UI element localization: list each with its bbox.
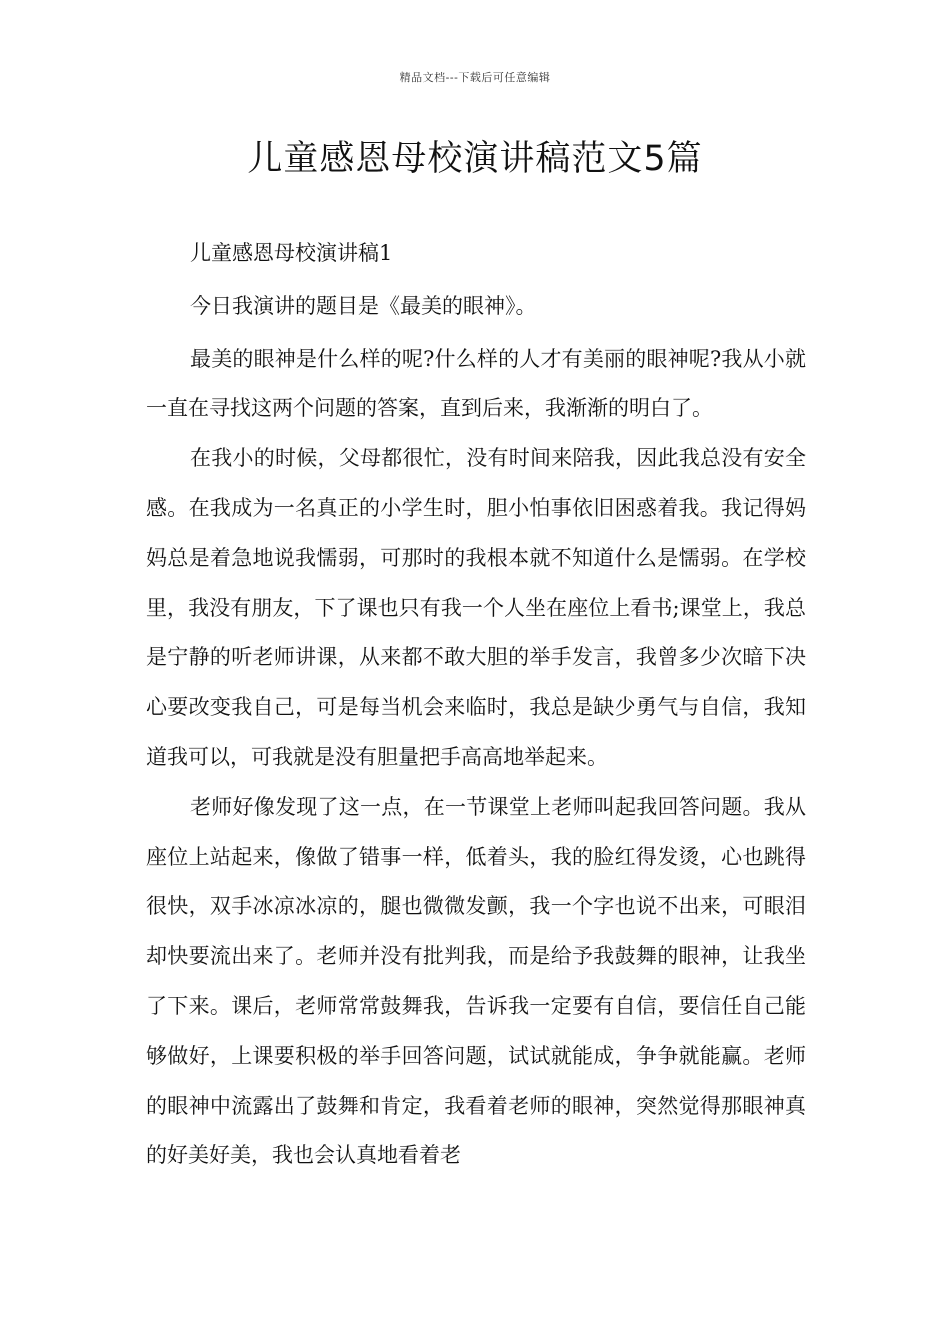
paragraph: 今日我演讲的题目是《最美的眼神》。 (190, 293, 537, 318)
document-body (146, 229, 806, 1181)
paragraph: 最美的眼神是什么样的呢?什么样的人才有美丽的眼神呢?我从小就一直在寻找这两个问题的答案，直到后来，我渐渐的明白了。 (146, 346, 806, 421)
paragraph: 在我小的时候，父母都很忙，没有时间来陪我，因此我总没有安全感。在我成为一名真正的小学生时，胆小怕事依旧困惑着我。我记得妈妈总是着急地说我懦弱，可那时的我根本就不知道什么是懦弱。在学校里，我没有朋友，下了课也只有我一个人坐在座位上看书;课堂上，我总是宁静的听老师讲课，从来都不敢大胆的举手发言，我曾多少次暗下决心要改变我自己，可是每当机会来临时，我总是缺少勇气与自信，我知道我可以，可我就是没有胆量把手高高地举起来。 (146, 446, 806, 769)
paragraph: 老师好像发现了这一点，在一节课堂上老师叫起我回答问题。我从座位上站起来，像做了错事一样，低着头，我的脸红得发烫，心也跳得很快，双手冰凉冰凉的，腿也微微发颤，我一个字也说不出来，可眼泪却快要流出来了。老师并没有批判我，而是给予我鼓舞的眼神，让我坐了下来。课后，老师常常鼓舞我，告诉我一定要有自信，要信任自己能够做好，上课要积极的举手回答问题，试试就能成，争争就能赢。老师的眼神中流露出了鼓舞和肯定，我看着老师的眼神，突然觉得那眼神真的好美好美，我也会认真地看着老 (146, 794, 806, 1168)
document-title: 儿童感恩母校演讲稿范文5篇 (247, 139, 703, 179)
header-note: 精品文档---下载后可任意编辑 (399, 71, 551, 84)
section-heading: 儿童感恩母校演讲稿1 (190, 241, 393, 265)
